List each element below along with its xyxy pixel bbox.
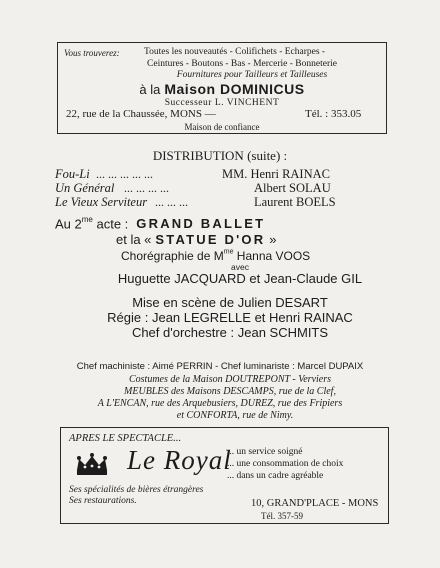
crown-icon bbox=[74, 452, 110, 478]
credit-chef: Chef d'orchestre : Jean SCHMITS bbox=[131, 325, 329, 340]
act2-line2-title: STATUE D'OR bbox=[155, 232, 266, 247]
act2-choreo-name: Hanna VOOS bbox=[233, 249, 311, 263]
cast-role: Le Vieux Serviteur bbox=[55, 195, 148, 209]
act2-title: GRAND BALLET bbox=[136, 216, 266, 232]
crew-machinist: Chef machiniste : Aimé PERRIN - Chef luminariste : Marcel DUPAIX bbox=[76, 361, 364, 372]
ad-shop-line bbox=[58, 81, 386, 99]
royal-spec2: Ses restaurations. bbox=[69, 496, 137, 506]
credit-regie: Régie : Jean LEGRELLE et Henri RAINAC bbox=[107, 310, 353, 325]
act2-avec: avec bbox=[231, 262, 249, 272]
ad-address: 22, rue de la Chaussée, MONS — bbox=[66, 108, 216, 120]
crew-costumes: Costumes de la Maison DOUTREPONT - Verviers bbox=[128, 374, 332, 385]
cast-dots: ... ... ... ... ... bbox=[96, 167, 153, 181]
royal-name: Le Royal bbox=[127, 445, 232, 475]
distribution-heading: DISTRIBUTION (suite) : bbox=[152, 148, 288, 163]
act2-dancers: Huguette JACQUARD et Jean-Claude GIL bbox=[117, 271, 363, 286]
ad-successor: Successeur L. VINCHENT bbox=[164, 98, 280, 108]
ad-phone: Tél. : 353.05 bbox=[305, 108, 362, 120]
royal-line2: ... une consommation de choix bbox=[227, 459, 344, 469]
royal-line3: ... dans un cadre agréable bbox=[227, 471, 324, 481]
ad-royal-box bbox=[60, 427, 389, 524]
royal-spec1: Ses spécialités de bières étrangères bbox=[69, 485, 204, 495]
cast-actor: MM. Henri RAINAC bbox=[222, 167, 330, 181]
act2-prefix: Au 2 bbox=[55, 216, 82, 232]
act2-sup: me bbox=[81, 215, 93, 224]
royal-heading: APRES LE SPECTACLE... bbox=[69, 433, 182, 444]
cast-role: Fou-Li bbox=[55, 167, 90, 181]
ad-items-line2: Ceintures - Boutons - Bas - Mercerie - Bonneterie bbox=[147, 59, 337, 69]
royal-address: 10, GRAND'PLACE - MONS bbox=[251, 498, 379, 509]
cast-dots: ... ... ... bbox=[155, 195, 188, 209]
ad-items-line3: Fournitures pour Tailleurs et Tailleuses bbox=[176, 70, 328, 80]
cast-actor: Albert SOLAU bbox=[254, 181, 331, 195]
cast-role: Un Général bbox=[55, 181, 115, 195]
ad-tagline: Maison de confiance bbox=[184, 122, 260, 132]
act2-line2-prefix: et la « bbox=[116, 232, 152, 247]
cast-dots: ... ... ... ... bbox=[124, 181, 169, 195]
ad-dominicus-box bbox=[57, 42, 387, 134]
crew-encan: A L'ENCAN, rue des Arquebusiers, DUREZ, rue des Fripiers bbox=[97, 398, 343, 409]
cast-actor: Laurent BOELS bbox=[254, 195, 336, 209]
credit-mise-en-scene: Mise en scène de Julien DESART bbox=[132, 295, 328, 310]
act2-choreo-sup: me bbox=[223, 248, 234, 256]
act2-acte: acte : bbox=[92, 216, 129, 232]
ad-intro: Vous trouverez: bbox=[64, 48, 120, 58]
ad-shop-name: Maison DOMINICUS bbox=[164, 81, 305, 97]
act2-choreo: Chorégraphie de M bbox=[121, 249, 224, 263]
ad-a-la: à la bbox=[139, 82, 161, 97]
act2-line2-suffix: » bbox=[269, 232, 277, 247]
crew-meubles: MEUBLES des Maisons DESCAMPS, rue de la Clef, bbox=[124, 386, 336, 397]
ad-items-line1: Toutes les nouveautés - Colifichets - Echarpes - bbox=[144, 47, 326, 57]
royal-phone: Tél. 357-59 bbox=[261, 511, 303, 521]
crew-conforta: et CONFORTA, rue de Nimy. bbox=[176, 410, 294, 421]
royal-line1: ... un service soigné bbox=[227, 447, 303, 457]
